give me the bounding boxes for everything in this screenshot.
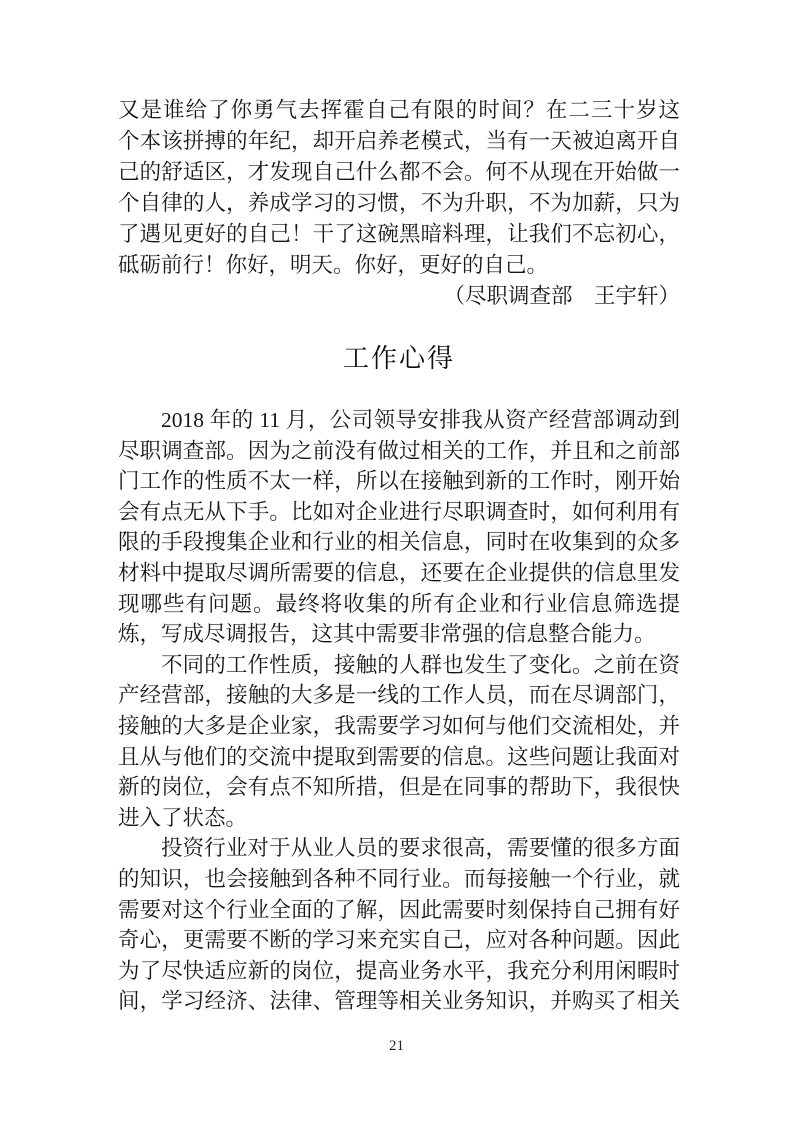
page-content	[118, 95, 680, 1017]
text-line: 接触的大多是企业家，我需要学习如何与他们交流相处，并	[118, 713, 680, 738]
text-line: 门工作的性质不太一样，所以在接触到新的工作时，刚开始	[118, 469, 680, 494]
text-line: 会有点无从下手。比如对企业进行尽职调查时，如何利用有	[118, 499, 680, 524]
text-line: 产经营部，接触的大多是一线的工作人员，而在尽调部门，	[118, 683, 680, 708]
text-line: 个本该拼搏的年纪，却开启养老模式，当有一天被迫离开自	[118, 129, 680, 153]
text-line: 需要对这个行业全面的了解，因此需要时刻保持自己拥有好	[118, 897, 680, 922]
text-line: 尽职调查部。因为之前没有做过相关的工作，并且和之前部	[118, 438, 680, 463]
continuation-paragraph	[118, 95, 680, 312]
text-line: 砥砺前行！你好，明天。你好，更好的自己。	[118, 253, 549, 277]
text-line: 限的手段搜集企业和行业的相关信息，同时在收集到的众多	[118, 530, 680, 555]
text-line: 的知识，也会接触到各种不同行业。而每接触一个行业，就	[118, 866, 680, 891]
text-line: 个自律的人，养成学习的习惯，不为升职，不为加薪，只为	[118, 191, 680, 215]
text-line: 现哪些有问题。最终将收集的所有企业和行业信息筛选提	[118, 591, 680, 616]
paragraph-3	[118, 833, 680, 1017]
text-line: 2018 年的 11 月，公司领导安排我从资产经营部调动到	[161, 408, 680, 432]
text-line: 奇心，更需要不断的学习来充实自己，应对各种问题。因此	[118, 928, 680, 953]
text-line: 又是谁给了你勇气去挥霍自己有限的时间？在二三十岁这	[118, 98, 680, 122]
text-line: 己的舒适区，才发现自己什么都不会。何不从现在开始做一	[118, 160, 680, 184]
text-line: 不同的工作性质，接触的人群也发生了变化。之前在资	[161, 652, 680, 677]
text-line: 炼，写成尽调报告，这其中需要非常强的信息整合能力。	[118, 622, 656, 647]
text-line: 进入了状态。	[118, 805, 248, 830]
attribution: （尽职调查部 王宇轩）	[443, 284, 680, 308]
text-line: 材料中提取尽调所需要的信息，还要在企业提供的信息里发	[118, 560, 680, 585]
page-number: 21	[389, 1038, 404, 1054]
paragraph-2	[118, 650, 680, 834]
text-line: 投资行业对于从业人员的要求很高，需要懂的很多方面	[161, 836, 680, 861]
text-line: 为了尽快适应新的岗位，提高业务水平，我充分利用闲暇时	[118, 958, 680, 983]
text-line: 新的岗位，会有点不知所措，但是在同事的帮助下，我很快	[118, 775, 680, 800]
text-line: 间，学习经济、法律、管理等相关业务知识，并购买了相关	[118, 989, 680, 1014]
paragraph-1	[118, 405, 680, 650]
text-line: 且从与他们的交流中提取到需要的信息。这些问题让我面对	[118, 744, 680, 769]
article-title: 工作心得	[342, 344, 455, 374]
text-line: 了遇见更好的自己！干了这碗黑暗料理，让我们不忘初心，	[118, 222, 680, 246]
